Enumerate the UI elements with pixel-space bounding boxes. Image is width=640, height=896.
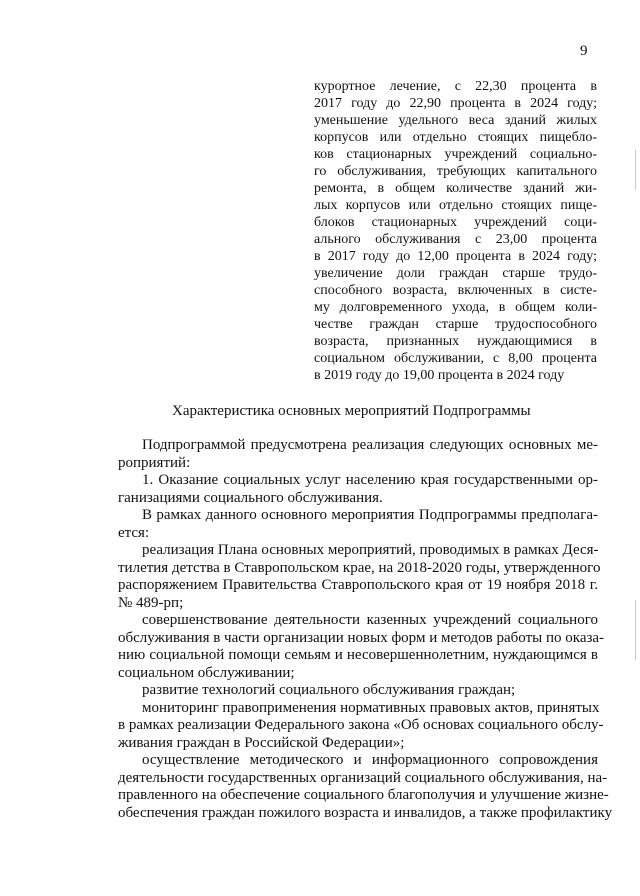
text-line: 1. Оказание социальных услуг населению края государственными ор- [142, 472, 598, 488]
text-line: лых корпусов или отдельно стоящих пище- [314, 198, 597, 213]
scan-edge-mark [635, 600, 636, 660]
text-line: мониторинг правоприменения нормативных правовых актов, принятых [142, 699, 600, 716]
text-line: уменьшение удельного веса зданий жилых [314, 113, 597, 128]
text-line: развитие технологий социального обслуживания граждан; [142, 682, 516, 698]
text-line: в 2017 году до 12,00 процента в 2024 году; [314, 249, 597, 264]
text-line: му долговременного ухода, в общем коли- [314, 300, 597, 315]
text-line: тилетия детства в Ставропольском крае, на 2018-2020 годы, утвержденного [118, 559, 601, 576]
text-line: распоряжением Правительства Ставропольского края от 19 ноября 2018 г. [118, 577, 598, 593]
text-line: честве граждан старше трудоспособного [314, 317, 597, 332]
text-line: ального обслуживания с 23,00 процента [314, 232, 597, 247]
text-line: способного возраста, включенных в систе- [314, 283, 597, 298]
text-line: № 489-рп; [118, 594, 184, 611]
text-line: роприятий: [118, 454, 191, 471]
text-line: осуществление методического и информационного сопровождения [142, 752, 598, 768]
text-line: социальном обслуживании; [118, 664, 295, 681]
text-line: ется: [118, 524, 150, 541]
text-line: В рамках данного основного мероприятия Подпрограммы предполага- [142, 507, 598, 523]
text-line: обслуживания в части организации новых форм и методов работы по оказа- [118, 629, 605, 646]
text-line: го обслуживания, требующих капитального [314, 164, 597, 179]
scan-edge-mark [635, 150, 636, 190]
page-number: 9 [580, 43, 588, 59]
text-line: корпусов или отдельно стоящих пищебло- [314, 130, 597, 145]
right-column-text [314, 78, 597, 384]
text-line: деятельности государственных организаций социального обслуживания, на- [118, 769, 608, 786]
text-line: ков стационарных учреждений социально- [314, 147, 597, 162]
text-line: Подпрограммой предусмотрена реализация следующих основных ме- [142, 437, 598, 453]
text-line: увеличение доли граждан старше трудо- [314, 266, 597, 281]
section-heading: Характеристика основных мероприятий Подпрограммы [172, 403, 531, 419]
text-line: живания граждан в Российской Федерации»; [118, 734, 405, 751]
text-line: в 2019 году до 19,00 процента в 2024 году [314, 368, 565, 383]
text-line: блоков стационарных учреждений соци- [314, 215, 597, 230]
text-line: социальном обслуживании, с 8,00 процента [314, 351, 597, 366]
text-line: курортное лечение, с 22,30 процента в [314, 79, 597, 94]
text-line: обеспечения граждан пожилого возраста и инвалидов, а также профилактику [118, 804, 613, 821]
text-line: совершенствование деятельности казенных учреждений социального [142, 612, 598, 628]
text-line: ремонта, в общем количестве зданий жи- [314, 181, 597, 196]
body-text [118, 437, 613, 822]
text-line: правленного на обеспечение социального благополучия и улучшение жизне- [118, 787, 609, 803]
text-line: возраста, признанных нуждающимися в [314, 334, 597, 349]
text-line: нию социальной помощи семьям и несовершеннолетним, нуждающимся в [118, 647, 598, 663]
text-line: ганизациями социального обслуживания. [118, 489, 383, 506]
text-line: реализация Плана основных мероприятий, проводимых в рамках Деся- [142, 542, 599, 558]
text-line: в рамках реализации Федерального закона «Об основах социального обслу- [118, 717, 604, 733]
text-line: 2017 году до 22,90 процента в 2024 году; [314, 96, 597, 111]
